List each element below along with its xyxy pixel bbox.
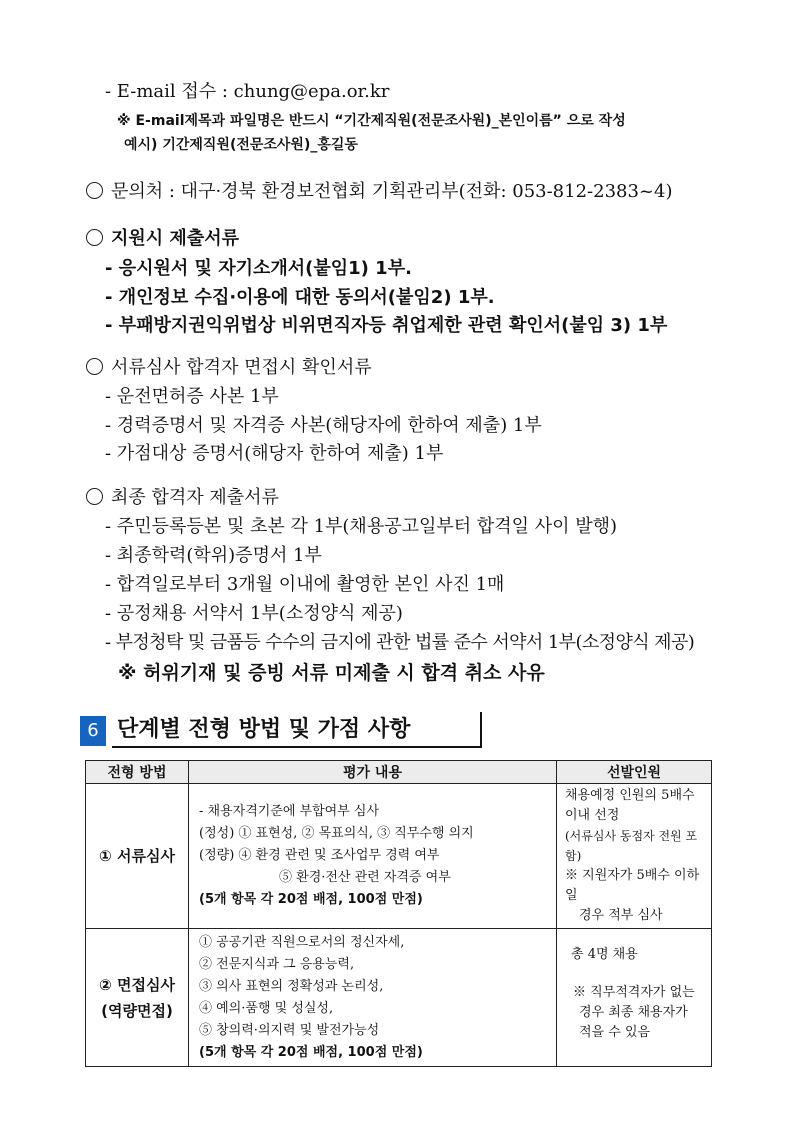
content-line: - 채용자격기준에 부합여부 심사 xyxy=(199,804,380,819)
table-header-row xyxy=(86,761,712,784)
interview-doc-item: - 운전면허증 사본 1부 xyxy=(105,386,279,407)
content-line: ④ 예의·품행 및 성실성, xyxy=(199,1000,334,1016)
selection-line: (서류심사 동점자 전원 포함) xyxy=(565,829,698,863)
selection-line: 경우 적부 심사 xyxy=(579,908,663,923)
interview-docs-title: 서류심사 합격자 면접시 확인서류 xyxy=(86,356,372,380)
final-doc-item: - 합격일로부터 3개월 이내에 촬영한 본인 사진 1매 xyxy=(105,574,505,595)
content-line: ⑤ 창의력·의지력 및 발전가능성 xyxy=(199,1022,380,1038)
submit-docs-title: 지원시 제출서류 xyxy=(86,227,239,251)
final-doc-item: - 부정청탁 및 금품등 수수의 금지에 관한 법률 준수 서약서 1부(소정양식 제공) xyxy=(105,632,695,653)
content-line: ② 전문지식과 그 응용능력, xyxy=(199,956,355,972)
selection-line: 채용예정 인원의 5배수 xyxy=(565,788,695,803)
score-line: (5개 항목 각 20점 배점, 100점 만점) xyxy=(199,1044,423,1060)
header-content: 평가 내용 xyxy=(189,761,557,784)
content-cell xyxy=(189,784,557,929)
section-number-badge: 6 xyxy=(80,716,106,746)
method-label: ② 면접심사 xyxy=(99,975,175,994)
method-sublabel: (역량면접) xyxy=(101,1001,173,1020)
email-note: ※ E-mail제목과 파일명은 반드시 “기간제직원(전문조사원)_본인이름” 으로 작성 xyxy=(117,113,626,129)
table-row-interview xyxy=(86,929,712,1067)
selection-line: ※ 직무적격자가 없는 xyxy=(573,985,695,1000)
final-doc-item: - 공정채용 서약서 1부(소정양식 제공) xyxy=(105,603,403,624)
section-title: 단계별 전형 방법 및 가점 사항 xyxy=(117,717,411,742)
interview-doc-item: - 경력증명서 및 자격증 사본(해당자에 한하여 제출) 1부 xyxy=(105,415,542,436)
section-underline xyxy=(112,746,482,748)
submit-doc-item: - 부패방지권익위법상 비위면직자등 취업제한 관련 확인서(붙임 3) 1부 xyxy=(105,315,668,336)
final-doc-item: - 최종학력(학위)증명서 1부 xyxy=(105,545,322,566)
content-line: ③ 의사 표현의 정확성과 논리성, xyxy=(199,978,384,994)
circle-bullet-icon xyxy=(86,358,103,375)
interview-doc-item: - 가점대상 증명서(해당자 한하여 제출) 1부 xyxy=(105,443,444,464)
email-example: 예시) 기간제직원(전문조사원)_홍길동 xyxy=(124,137,358,153)
selection-line: 경우 최종 채용자가 xyxy=(579,1005,688,1020)
method-cell xyxy=(86,929,189,1067)
content-line: (정량) ④ 환경 관련 및 조사업무 경력 여부 xyxy=(199,848,440,863)
table-row-document-screening xyxy=(86,784,712,929)
circle-bullet-icon xyxy=(86,182,103,199)
method-cell xyxy=(86,784,189,929)
selection-cell xyxy=(557,929,712,1067)
selection-table xyxy=(85,760,712,1067)
selection-line: 총 4명 채용 xyxy=(571,947,638,962)
content-line: ① 공공기관 직원으로서의 정신자세, xyxy=(199,934,405,950)
selection-line: 이내 선정 xyxy=(565,808,620,823)
submit-doc-item: - 개인정보 수집·이용에 대한 동의서(붙임2) 1부. xyxy=(105,287,495,308)
false-statement-warning: ※ 허위기재 및 증빙 서류 미제출 시 합격 취소 사유 xyxy=(118,662,545,684)
selection-line: ※ 지원자가 5배수 이하일 xyxy=(565,868,700,903)
selection-cell xyxy=(557,784,712,929)
email-line: - E-mail 접수 : chung@epa.or.kr xyxy=(105,81,390,102)
score-line: (5개 항목 각 20점 배점, 100점 만점) xyxy=(199,892,423,907)
content-cell xyxy=(189,929,557,1067)
circle-bullet-icon xyxy=(86,229,103,246)
content-line: (정성) ① 표현성, ② 목표의식, ③ 직무수행 의지 xyxy=(199,826,474,841)
final-docs-title: 최종 합격자 제출서류 xyxy=(86,486,279,510)
final-doc-item: - 주민등록등본 및 초본 각 1부(채용공고일부터 합격일 사이 발행) xyxy=(105,516,618,537)
circle-bullet-icon xyxy=(86,488,103,505)
contact-line: 문의처 : 대구·경북 환경보전협회 기획관리부(전화: 053-812-2383~4) xyxy=(86,180,672,204)
header-method: 전형 방법 xyxy=(86,761,189,784)
selection-line: 적을 수 있음 xyxy=(579,1025,651,1040)
method-label: ① 서류심사 xyxy=(99,847,175,865)
header-selection: 선발인원 xyxy=(557,761,712,784)
submit-doc-item: - 응시원서 및 자기소개서(붙임1) 1부. xyxy=(105,258,412,279)
content-line: ⑤ 환경·전산 관련 자격증 여부 xyxy=(279,870,451,885)
section-underline-end xyxy=(480,712,482,748)
